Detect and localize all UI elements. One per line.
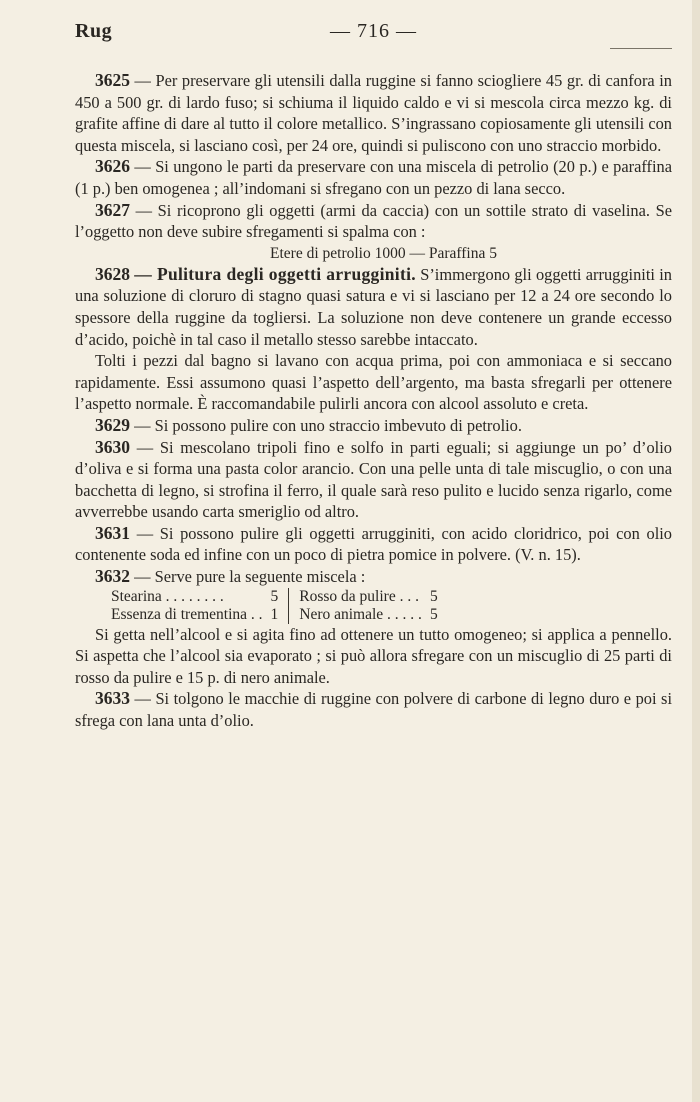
entry-3629 <box>75 415 672 437</box>
entry-3628 <box>75 264 672 350</box>
entry-number: 3630 <box>95 436 130 457</box>
entry-3633 <box>75 688 672 731</box>
entry-text: — Si mescolano tripoli fino e solfo in parti eguali; si aggiunge un po’ d’olio d’oliva e si forma una pasta color arancio. Con una pelle unta di tale miscuglio, o con una bacchetta di legno, si strofina il ferro, il quale sarà reso pulito e lucido senza rigarlo, come avverrebbe usando carta smeriglio od altro. <box>75 437 672 522</box>
ingredient-quantity: 5 <box>270 587 279 605</box>
page-number: — 716 — <box>330 20 417 42</box>
entry-text: — Si possono pulire gli oggetti arrugginiti, con acido cloridrico, poi con olio contenente soda ed infine con un poco di pietra pomice in polvere. (V. n. 15). <box>75 523 672 565</box>
entry-3632 <box>75 566 672 588</box>
entry-text: — Serve pure la seguente miscela : <box>134 567 366 587</box>
entry-number: 3631 <box>95 522 130 543</box>
header-rule <box>610 48 672 49</box>
entry-number: 3632 <box>95 566 130 587</box>
paragraph-continuation: Si getta nell’alcool e si agita fino ad ottenere un tutto omogeneo; si applica a pennello. Si aspetta che l’alcool sia evaporato ; si può allora sfregare con un miscuglio di 25 parti di rosso da pulire e 15 p. di nero animale. <box>75 624 672 687</box>
ingredient-quantity: 1 <box>270 605 279 623</box>
entry-3631 <box>75 523 672 566</box>
entry-number: 3629 <box>95 414 130 435</box>
page-body <box>75 70 672 732</box>
paragraph-continuation: Tolti i pezzi dal bagno si lavano con acqua prima, poi con ammoniaca e si seccano rapidamente. Essi assumono quasi l’aspetto dell’argento, ma basta sfregarli per ottenere l’aspetto normale. È raccomandabile pulirli ancora con alcool assoluto e creta. <box>75 351 672 414</box>
entry-text: — Si tolgono le macchie di ruggine con polvere di carbone di legno duro e poi si sfrega con lana unta d’olio. <box>75 689 672 731</box>
ingredients-row <box>107 588 448 606</box>
entry-text: — Per preservare gli utensili dalla ruggine si fanno sciogliere 45 gr. di canfora in 450 a 500 gr. di lardo fuso; si schiuma il liquido caldo e vi si mescola circa mezzo kg. di grafite affine di dare al tutto il colore metallico. S’ingrassano copiosamente gli utensili con questa miscela, si lasciano così, per 24 ore, quindi si puliscono con uno straccio morbido. <box>75 71 672 155</box>
running-head: Rug <box>75 20 113 42</box>
entry-number: 3627 <box>95 199 130 220</box>
entry-text: — Si ungono le parti da preservare con una miscela di petrolio (20 p.) e paraffina (1 p.) ben omogenea ; all’indomani si sfregano con un pezzo di lana secco. <box>75 157 672 198</box>
ingredient-name: Nero animale . . . . . <box>289 606 426 624</box>
ingredients-row <box>107 606 448 624</box>
ingredients-table <box>107 588 448 624</box>
entry-3630 <box>75 437 672 523</box>
entry-text: — Si ricoprono gli oggetti (armi da caccia) con un sottile strato di vaselina. Se l’oggetto non deve subire sfregamenti si spalma con : <box>75 200 672 242</box>
formula-line: Etere di petrolio 1000 — Paraffina 5 <box>270 244 497 262</box>
entry-3625 <box>75 70 672 156</box>
entry-text: S’immergono gli oggetti arrugginiti in una soluzione di cloruro di stagno quasi satura e vi si lasciano per 12 a 24 ore secondo lo spessore della ruggine da togliersi. La soluzione non deve contenere un grande eccesso d’acido, poichè in tal caso il metallo stesso sarebbe intaccato. <box>75 264 672 349</box>
entry-3626 <box>75 156 672 199</box>
ingredient-name: Rosso da pulire . . . <box>289 588 426 606</box>
entry-number: 3628 <box>95 263 130 284</box>
page-edge-shadow <box>692 0 700 1102</box>
page-header <box>75 20 672 44</box>
ingredient-name: Essenza di trementina . . <box>111 605 263 623</box>
entry-3627 <box>75 200 672 243</box>
entry-number: 3626 <box>95 156 130 177</box>
ingredient-quantity: 5 <box>429 587 438 605</box>
ingredient-quantity: 5 <box>429 605 438 623</box>
ingredient-name: Stearina . . . . . . . . <box>111 587 224 605</box>
entry-number: 3625 <box>95 70 130 90</box>
entry-text: — Si possono pulire con uno straccio imbevuto di petrolio. <box>134 415 522 435</box>
entry-number: 3633 <box>95 688 130 709</box>
section-heading: — Pulitura degli oggetti arrugginiti. <box>134 263 416 284</box>
